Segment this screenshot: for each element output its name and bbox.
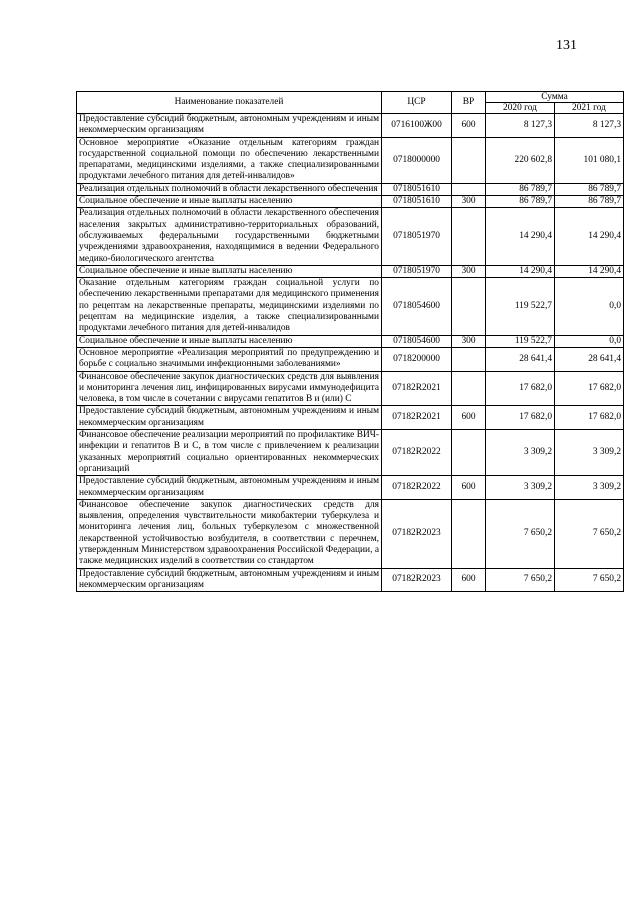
row-name-cell: Предоставление субсидий бюджетным, автономным учреждениям и иным некоммерческим организациям — [77, 568, 382, 592]
header-year-2020: 2020 год — [486, 103, 555, 114]
row-sum-2020-cell: 3 309,2 — [486, 430, 555, 476]
row-name-cell: Социальное обеспечение и иные выплаты населению — [77, 265, 382, 277]
row-vr-cell — [452, 208, 486, 265]
row-sum-2021-cell: 7 650,2 — [555, 499, 624, 568]
row-vr-cell — [452, 430, 486, 476]
row-csr-cell: 07182R2021 — [382, 406, 452, 430]
row-sum-2020-cell: 86 789,7 — [486, 196, 555, 208]
row-name-cell: Социальное обеспечение и иные выплаты населению — [77, 196, 382, 208]
row-vr-cell — [452, 278, 486, 335]
table-row — [77, 568, 624, 592]
header-csr: ЦСР — [382, 92, 452, 114]
row-sum-2021-cell: 7 650,2 — [555, 568, 624, 592]
row-sum-2020-cell: 14 290,4 — [486, 265, 555, 277]
table-row — [77, 265, 624, 277]
budget-table — [76, 91, 624, 592]
row-sum-2021-cell: 0,0 — [555, 278, 624, 335]
header-year-2021: 2021 год — [555, 103, 624, 114]
row-sum-2021-cell: 86 789,7 — [555, 183, 624, 195]
row-csr-cell: 0718200000 — [382, 347, 452, 371]
row-sum-2020-cell: 119 522,7 — [486, 278, 555, 335]
row-csr-cell: 0718051970 — [382, 208, 452, 265]
row-sum-2020-cell: 220 602,8 — [486, 137, 555, 183]
row-vr-cell: 300 — [452, 335, 486, 347]
table-row — [77, 196, 624, 208]
row-vr-cell — [452, 371, 486, 406]
row-csr-cell: 07182R2023 — [382, 568, 452, 592]
table-row — [77, 476, 624, 500]
row-csr-cell: 07182R2023 — [382, 499, 452, 568]
row-name-cell: Предоставление субсидий бюджетным, автономным учреждениям и иным некоммерческим организациям — [77, 114, 382, 138]
table-row — [77, 406, 624, 430]
row-vr-cell: 600 — [452, 476, 486, 500]
row-sum-2020-cell: 17 682,0 — [486, 371, 555, 406]
row-sum-2021-cell: 3 309,2 — [555, 476, 624, 500]
row-sum-2021-cell: 17 682,0 — [555, 371, 624, 406]
row-csr-cell: 0718054600 — [382, 335, 452, 347]
row-vr-cell — [452, 137, 486, 183]
row-name-cell: Реализация отдельных полномочий в области лекарственного обеспечения — [77, 183, 382, 195]
row-csr-cell: 0716100Ж00 — [382, 114, 452, 138]
row-csr-cell: 0718051610 — [382, 196, 452, 208]
table-body — [77, 114, 624, 592]
row-csr-cell: 07182R2022 — [382, 476, 452, 500]
row-sum-2020-cell: 7 650,2 — [486, 499, 555, 568]
row-vr-cell — [452, 347, 486, 371]
row-vr-cell: 600 — [452, 568, 486, 592]
row-vr-cell: 600 — [452, 406, 486, 430]
table-row — [77, 499, 624, 568]
row-sum-2020-cell: 8 127,3 — [486, 114, 555, 138]
row-csr-cell: 0718000000 — [382, 137, 452, 183]
header-name: Наименование показателей — [77, 92, 382, 114]
row-vr-cell — [452, 183, 486, 195]
table-header — [77, 92, 624, 114]
row-sum-2021-cell: 86 789,7 — [555, 196, 624, 208]
row-sum-2020-cell: 28 641,4 — [486, 347, 555, 371]
table-row — [77, 347, 624, 371]
row-name-cell: Основное мероприятие «Реализация мероприятий по предупреждению и борьбе с социально значимыми инфекционными заболеваниями» — [77, 347, 382, 371]
row-name-cell: Основное мероприятие «Оказание отдельным категориям граждан государственной социальной помощи по обеспечению лекарственными препаратами, медицинскими изделиями, а также специализированными продуктами лечебного питания для детей-инвалидов» — [77, 137, 382, 183]
row-vr-cell: 300 — [452, 265, 486, 277]
row-sum-2020-cell: 86 789,7 — [486, 183, 555, 195]
table-row — [77, 137, 624, 183]
row-sum-2020-cell: 3 309,2 — [486, 476, 555, 500]
row-name-cell: Финансовое обеспечение реализации мероприятий по профилактике ВИЧ-инфекции и гепатитов В и С, в том числе с привлечением к реализации указанных мероприятий социально ориентированных некоммерческих организаций — [77, 430, 382, 476]
row-csr-cell: 07182R2022 — [382, 430, 452, 476]
table-row — [77, 430, 624, 476]
row-sum-2021-cell: 101 080,1 — [555, 137, 624, 183]
row-sum-2021-cell: 17 682,0 — [555, 406, 624, 430]
row-sum-2021-cell: 14 290,4 — [555, 265, 624, 277]
page-number: 131 — [556, 38, 577, 53]
table-row — [77, 278, 624, 335]
row-sum-2020-cell: 7 650,2 — [486, 568, 555, 592]
row-csr-cell: 0718051610 — [382, 183, 452, 195]
row-sum-2020-cell: 17 682,0 — [486, 406, 555, 430]
row-sum-2021-cell: 14 290,4 — [555, 208, 624, 265]
row-csr-cell: 0718051970 — [382, 265, 452, 277]
row-vr-cell — [452, 499, 486, 568]
table-row — [77, 183, 624, 195]
row-sum-2021-cell: 0,0 — [555, 335, 624, 347]
row-sum-2021-cell: 8 127,3 — [555, 114, 624, 138]
table-row — [77, 114, 624, 138]
row-csr-cell: 07182R2021 — [382, 371, 452, 406]
row-name-cell: Финансовое обеспечение закупок диагностических средств для выявления и мониторинга лечения лиц, инфицированных вирусами иммунодефицита человека, в том числе в сочетании с вирусами гепатитов В и (или) С — [77, 371, 382, 406]
row-sum-2020-cell: 14 290,4 — [486, 208, 555, 265]
header-vr: ВР — [452, 92, 486, 114]
table-row — [77, 335, 624, 347]
row-name-cell: Реализация отдельных полномочий в области лекарственного обеспечения населения закрытых административно-территориальных образований, обслуживаемых федеральными государственными бюджетными учреждениями здравоохранения, находящимися в ведении Федерального медико-биологического агентства — [77, 208, 382, 265]
row-sum-2020-cell: 119 522,7 — [486, 335, 555, 347]
row-vr-cell: 600 — [452, 114, 486, 138]
row-name-cell: Социальное обеспечение и иные выплаты населению — [77, 335, 382, 347]
row-name-cell: Финансовое обеспечение закупок диагностических средств для выявления, определения чувствительности микобактерии туберкулеза и мониторинга лечения лиц, больных туберкулезом с множественной лекарственной устойчивостью возбудителя, в соответствии с перечнем, утвержденным Министерством здравоохранения Российской Федерации, а также медицинских изделий в соответствии со стандартом — [77, 499, 382, 568]
table-row — [77, 208, 624, 265]
row-name-cell: Оказание отдельным категориям граждан социальной услуги по обеспечению лекарственными препаратами для медицинского применения по рецептам на лекарственные препараты, медицинскими изделиями по рецептам на медицинские изделия, а также специализированными продуктами лечебного питания для детей-инвалидов — [77, 278, 382, 335]
header-sum: Сумма — [486, 92, 624, 103]
table-row — [77, 371, 624, 406]
row-name-cell: Предоставление субсидий бюджетным, автономным учреждениям и иным некоммерческим организациям — [77, 476, 382, 500]
row-sum-2021-cell: 28 641,4 — [555, 347, 624, 371]
row-sum-2021-cell: 3 309,2 — [555, 430, 624, 476]
row-csr-cell: 0718054600 — [382, 278, 452, 335]
row-name-cell: Предоставление субсидий бюджетным, автономным учреждениям и иным некоммерческим организациям — [77, 406, 382, 430]
row-vr-cell: 300 — [452, 196, 486, 208]
